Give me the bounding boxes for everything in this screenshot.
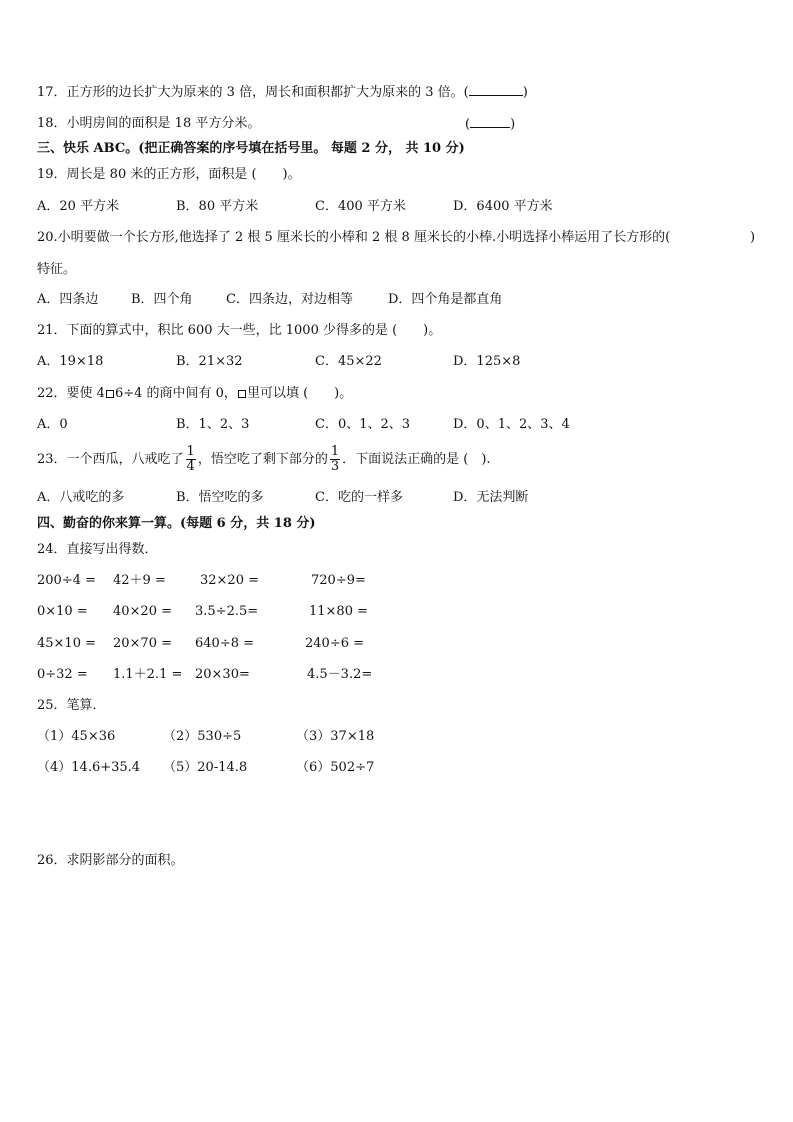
question-21-text: 21．下面的算式中，积比 600 大一些，比 1000 少得多的是 ( )。 bbox=[37, 323, 442, 338]
question-20-close: ) bbox=[750, 230, 756, 245]
section-4-heading: 四、勤奋的你来算一算。(每题 6 分，共 18 分) bbox=[37, 516, 316, 531]
q22-option-b[interactable]: B．1、2、3 bbox=[176, 417, 250, 432]
question-24-text: 24．直接写出得数． bbox=[37, 542, 158, 557]
written-calc-item: （1）45×36 bbox=[37, 729, 116, 744]
question-25-text: 25．笔算． bbox=[37, 698, 106, 713]
calc-item: 4.5－3.2= bbox=[307, 667, 373, 682]
question-18-text: 18．小明房间的面积是 18 平方分米。 bbox=[37, 116, 261, 131]
calc-item: 11×80 = bbox=[309, 604, 369, 619]
question-17 bbox=[37, 84, 528, 101]
calc-item: 20×30= bbox=[195, 667, 250, 682]
calc-item: 200÷4 = bbox=[37, 573, 97, 588]
calc-item: 42＋9 = bbox=[113, 573, 166, 588]
calc-item: 3.5÷2.5= bbox=[195, 604, 259, 619]
section-3-heading: 三、快乐 ABC。(把正确答案的序号填在括号里。 每题 2 分， 共 10 分) bbox=[37, 141, 465, 156]
calc-item: 20×70 = bbox=[113, 636, 173, 651]
question-22: 22．要使 4 6÷4 的商中间有 0， 里可以填 ( )。 bbox=[37, 386, 353, 401]
answer-blank-18[interactable] bbox=[470, 116, 510, 128]
calc-item: 45×10 = bbox=[37, 636, 97, 651]
digit-box-icon bbox=[238, 390, 246, 398]
q22-option-c[interactable]: C．0、1、2、3 bbox=[315, 417, 411, 432]
q23-option-d[interactable]: D．无法判断 bbox=[453, 490, 529, 505]
question-19-text: 19．周长是 80 米的正方形，面积是 ( )。 bbox=[37, 167, 301, 182]
q23-option-c[interactable]: C．吃的一样多 bbox=[315, 490, 403, 505]
written-calc-item: （6）502÷7 bbox=[296, 760, 375, 775]
question-23: 23．一个西瓜，八戒吃了 $\frac{1}{4}$ ，悟空吃了剩下部分的 $\frac{1}{3}$ ．下面说法正确的是 ( ). bbox=[37, 444, 491, 474]
question-20-text2: 特征。 bbox=[37, 262, 77, 277]
q21-option-c[interactable]: C．45×22 bbox=[315, 354, 382, 369]
q22-option-d[interactable]: D．0、1、2、3、4 bbox=[453, 417, 570, 432]
calc-item: 32×20 = bbox=[200, 573, 260, 588]
written-calc-item: （3）37×18 bbox=[296, 729, 375, 744]
calc-item: 40×20 = bbox=[113, 604, 173, 619]
question-17-close: ) bbox=[522, 85, 528, 100]
calc-item: 720÷9= bbox=[311, 573, 366, 588]
q20-option-d[interactable]: D．四个角是都直角 bbox=[388, 292, 503, 307]
q21-option-a[interactable]: A．19×18 bbox=[37, 354, 104, 369]
fraction-one-third: $\frac{1}{3}$ bbox=[330, 444, 340, 474]
written-calc-item: （4）14.6+35.4 bbox=[37, 760, 141, 775]
answer-blank-17[interactable] bbox=[469, 84, 523, 96]
written-calc-item: （2）530÷5 bbox=[163, 729, 242, 744]
q19-option-b[interactable]: B．80 平方米 bbox=[176, 199, 259, 214]
q19-option-d[interactable]: D．6400 平方米 bbox=[453, 199, 553, 214]
q20-option-c[interactable]: C．四条边，对边相等 bbox=[226, 292, 353, 307]
question-18 bbox=[37, 116, 260, 132]
question-26-text: 26．求阴影部分的面积。 bbox=[37, 853, 184, 868]
written-calc-item: （5）20-14.8 bbox=[163, 760, 248, 775]
calc-item: 0÷32 = bbox=[37, 667, 88, 682]
question-20-text: 20.小明要做一个长方形,他选择了 2 根 5 厘米长的小棒和 2 根 8 厘米长的小棒.小明选择小棒运用了长方形的( bbox=[37, 230, 671, 245]
q19-option-a[interactable]: A．20 平方米 bbox=[37, 199, 120, 214]
q20-option-a[interactable]: A．四条边 bbox=[37, 292, 99, 307]
calc-item: 0×10 = bbox=[37, 604, 88, 619]
calc-item: 640÷8 = bbox=[195, 636, 255, 651]
question-17-text: 17．正方形的边长扩大为原来的 3 倍，周长和面积都扩大为原来的 3 倍。( bbox=[37, 85, 469, 100]
q20-option-b[interactable]: B．四个角 bbox=[131, 292, 193, 307]
calc-item: 240÷6 = bbox=[305, 636, 365, 651]
fraction-one-quarter: $\frac{1}{4}$ bbox=[186, 444, 195, 474]
calc-item: 1.1＋2.1 = bbox=[113, 667, 183, 682]
q21-option-b[interactable]: B．21×32 bbox=[176, 354, 243, 369]
answer-bracket-18: ( ) bbox=[465, 117, 516, 132]
q22-option-a[interactable]: A．0 bbox=[37, 417, 68, 432]
digit-box-icon bbox=[106, 390, 114, 398]
q19-option-c[interactable]: C．400 平方米 bbox=[315, 199, 406, 214]
q23-option-a[interactable]: A．八戒吃的多 bbox=[37, 490, 125, 505]
q21-option-d[interactable]: D．125×8 bbox=[453, 354, 521, 369]
q23-option-b[interactable]: B．悟空吃的多 bbox=[176, 490, 264, 505]
